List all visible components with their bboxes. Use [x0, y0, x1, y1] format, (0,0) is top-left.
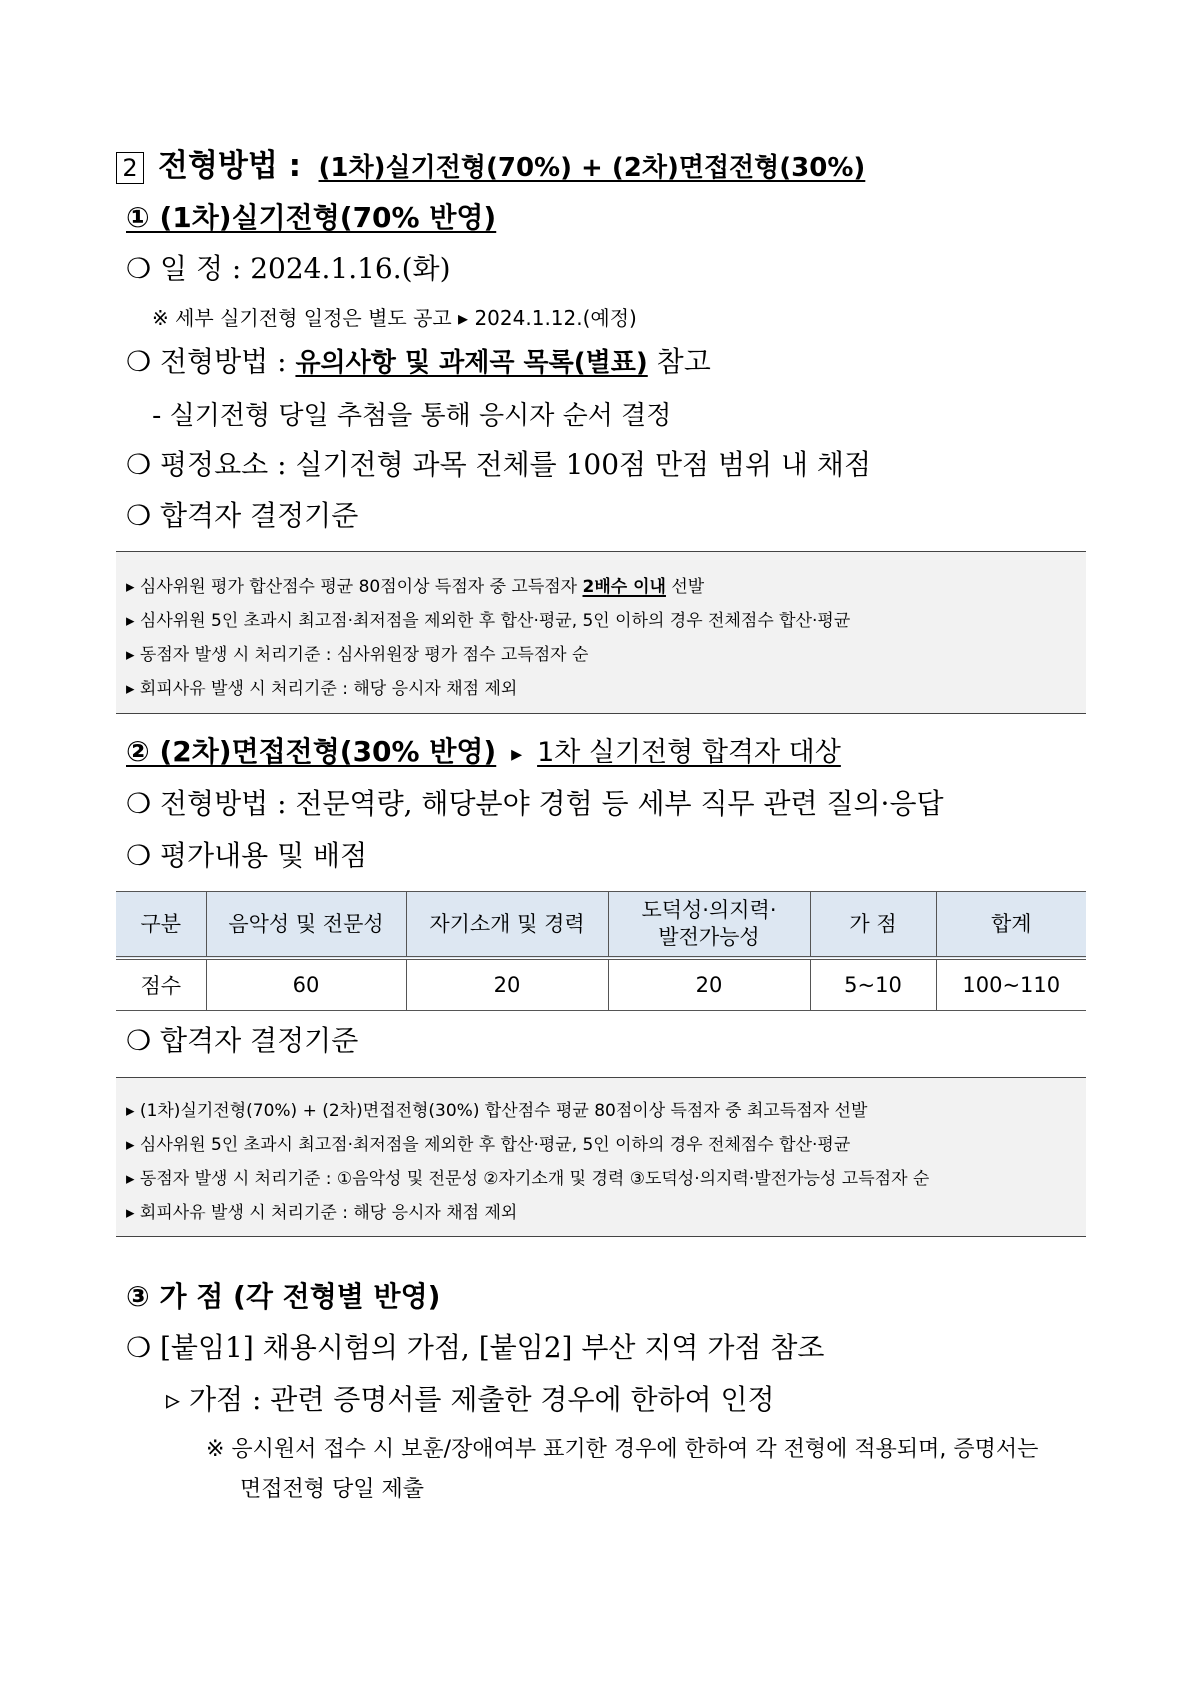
- criteria-emphasis: 2배수 이내: [582, 577, 666, 597]
- criteria-line-1: ❍ 합격자 결정기준: [126, 499, 359, 532]
- arrow-icon: ▸: [511, 742, 523, 767]
- subsection-2-heading: [126, 730, 841, 770]
- subsection-2-title: ② (2차)면접전형(30% 반영): [126, 735, 497, 768]
- interview-method: ❍ 전형방법 : 전문역량, 해당분야 경험 등 세부 직무 관련 질의·응답: [126, 787, 944, 820]
- criteria-box-1-line-4: ▸ 회피사유 발생 시 처리기준 : 해당 응시자 채점 제외: [126, 679, 518, 699]
- subsection-1-heading: ① (1차)실기전형(70% 반영): [126, 201, 497, 234]
- criteria-box-1-line-2: ▸ 심사위원 5인 초과시 최고점·최저점을 제외한 후 합산·평균, 5인 이하의 경우 전체점수 합산·평균: [126, 611, 851, 631]
- criteria-text: ▸ 심사위원 평가 합산점수 평균 80점이상 득점자 중 고득점자: [126, 577, 583, 597]
- header-total: 합계: [936, 892, 1086, 959]
- criteria-box-2-line-4: ▸ 회피사유 발생 시 처리기준 : 해당 응시자 채점 제외: [126, 1203, 518, 1223]
- section-title-tail: (1차)실기전형(70%) + (2차)면접전형(30%): [318, 153, 866, 183]
- cell-total: 100~110: [936, 958, 1086, 1011]
- section-number: 2: [116, 152, 144, 184]
- section-title: [116, 140, 865, 185]
- score-table: [116, 891, 1086, 1011]
- elements-line: ❍ 평정요소 : 실기전형 과목 전체를 100점 만점 범위 내 채점: [126, 448, 871, 481]
- eval-line: ❍ 평가내용 및 배점: [126, 839, 368, 872]
- bonus-note-2: 면접전형 당일 제출: [240, 1477, 425, 1502]
- header-morality: 도덕성·의지력· 발전가능성: [608, 892, 810, 959]
- bonus-reference: ❍ [붙임1] 채용시험의 가점, [붙임2] 부산 지역 가점 참조: [126, 1331, 825, 1364]
- criteria-box-1: [116, 551, 1086, 714]
- criteria-box-2-line-1: ▸ (1차)실기전형(70%) + (2차)면접전형(30%) 합산점수 평균 80점이상 득점자 중 최고득점자 선발: [126, 1101, 868, 1121]
- cell-label: 점수: [116, 958, 206, 1011]
- subsection-3-heading: ③ 가 점 (각 전형별 반영): [126, 1280, 441, 1313]
- criteria-box-2-line-2: ▸ 심사위원 5인 초과시 최고점·최저점을 제외한 후 합산·평균, 5인 이하의 경우 전체점수 합산·평균: [126, 1135, 851, 1155]
- criteria-box-1-line-1: [126, 572, 704, 597]
- method-reference: 유의사항 및 과제곡 목록(별표): [295, 348, 648, 378]
- method-suffix: 참고: [647, 345, 711, 378]
- cell-intro: 20: [406, 958, 608, 1011]
- header-musicality: 음악성 및 전문성: [206, 892, 406, 959]
- criteria-text-end: 선발: [665, 577, 705, 597]
- criteria-box-2: [116, 1077, 1086, 1237]
- method-sub: - 실기전형 당일 추첨을 통해 응시자 순서 결정: [152, 401, 672, 431]
- criteria-box-1-line-3: ▸ 동점자 발생 시 처리기준 : 심사위원장 평가 점수 고득점자 순: [126, 645, 589, 665]
- section-title-label: 전형방법 :: [158, 148, 301, 184]
- score-table-header: [116, 892, 1086, 959]
- header-category: 구분: [116, 892, 206, 959]
- header-intro: 자기소개 및 경력: [406, 892, 608, 959]
- cell-musicality: 60: [206, 958, 406, 1011]
- subsection-2-target: 1차 실기전형 합격자 대상: [537, 737, 841, 768]
- method-prefix: ❍ 전형방법 :: [126, 345, 296, 378]
- cell-bonus: 5~10: [810, 958, 936, 1011]
- header-bonus: 가 점: [810, 892, 936, 959]
- schedule-line: ❍ 일 정 : 2024.1.16.(화): [126, 252, 451, 285]
- method-line: [126, 340, 711, 380]
- criteria-box-2-line-3: ▸ 동점자 발생 시 처리기준 : ①음악성 및 전문성 ②자기소개 및 경력 ③도덕성·의지력·발전가능성 고득점자 순: [126, 1169, 930, 1189]
- cell-morality: 20: [608, 958, 810, 1011]
- schedule-note: ※ 세부 실기전형 일정은 별도 공고 ▸ 2024.1.12.(예정): [152, 306, 637, 330]
- bonus-note-1: ※ 응시원서 접수 시 보훈/장애여부 표기한 경우에 한하여 각 전형에 적용되며, 증명서는: [206, 1437, 1039, 1462]
- table-row: [116, 958, 1086, 1011]
- criteria-line-2: ❍ 합격자 결정기준: [126, 1024, 359, 1057]
- bonus-condition: ▹ 가점 : 관련 증명서를 제출한 경우에 한하여 인정: [166, 1383, 775, 1416]
